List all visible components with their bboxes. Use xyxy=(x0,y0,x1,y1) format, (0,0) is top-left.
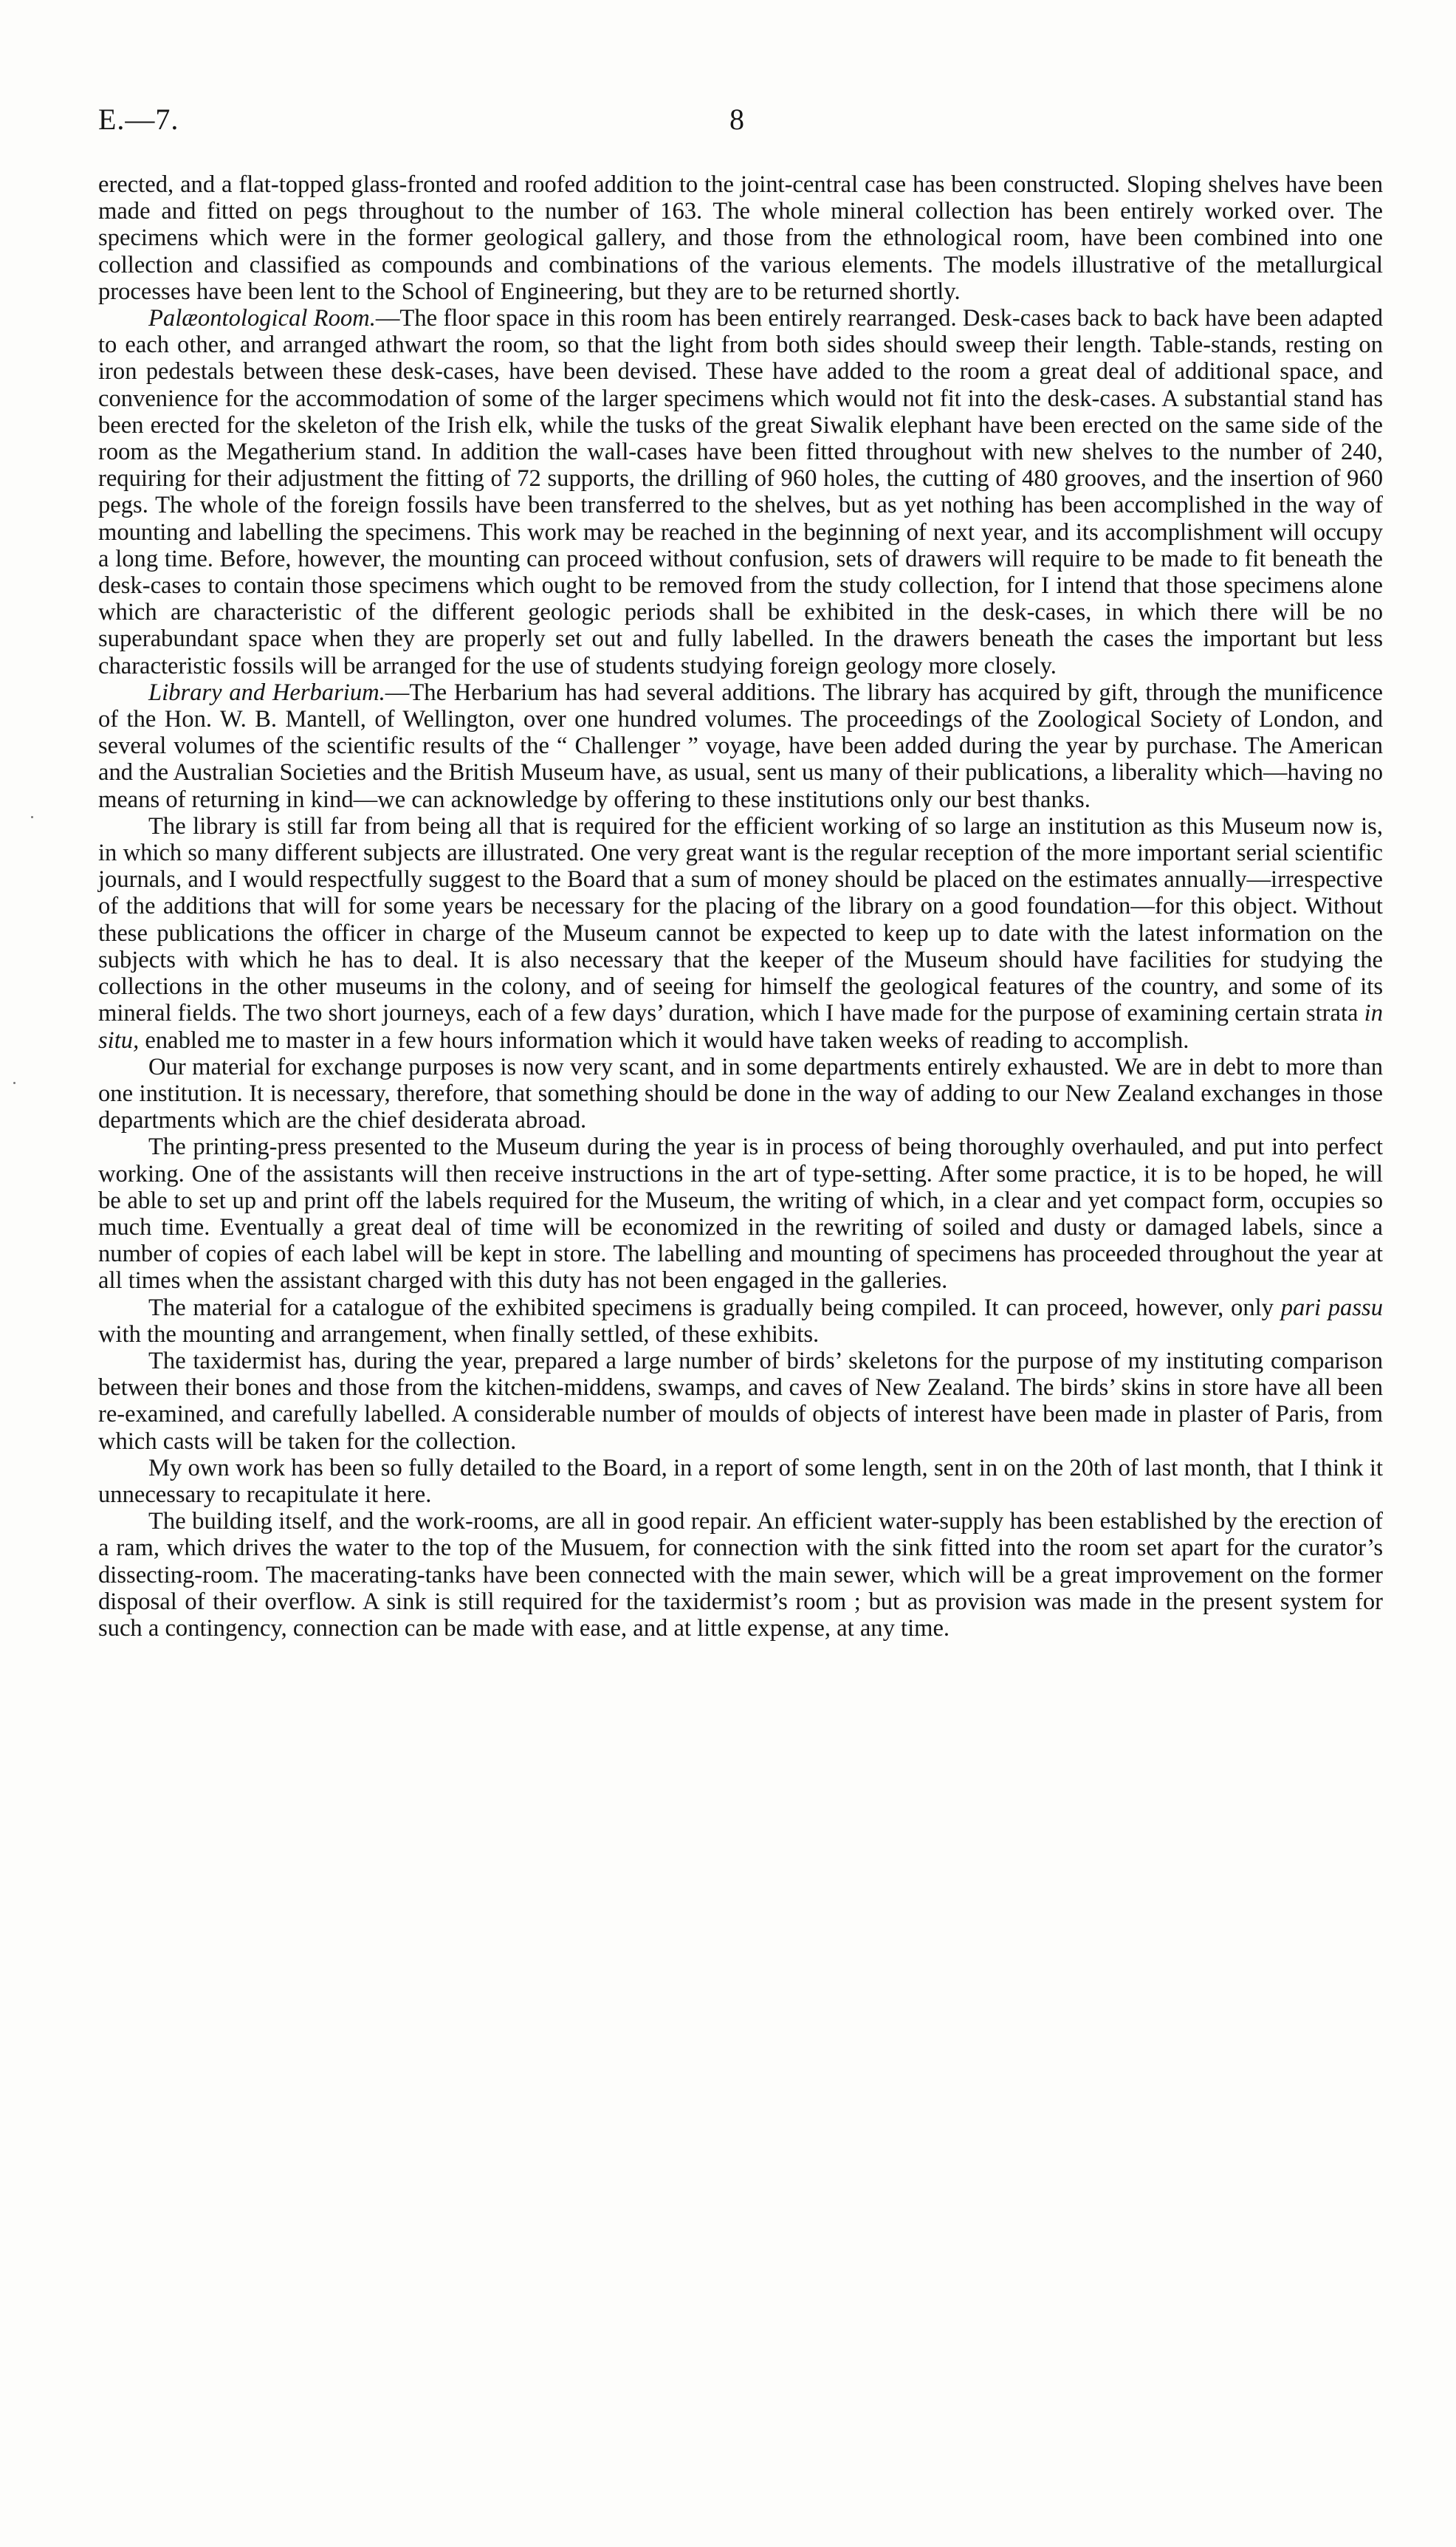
italic-phrase: pari passu xyxy=(1280,1294,1383,1321)
paragraph-own-work xyxy=(98,1455,1383,1508)
paper-speck xyxy=(31,816,33,818)
paragraph-building-repair xyxy=(98,1508,1383,1642)
paragraph-text: The material for a catalogue of the exhibited specimens is gradually being compiled. It can proceed, however, only xyxy=(148,1294,1281,1321)
paragraph-library-herbarium xyxy=(98,679,1383,813)
paragraph-text: enabled me to master in a few hours information which it would have taken weeks of reading to accomplish. xyxy=(139,1026,1189,1054)
paragraph-text: Our material for exchange purposes is now very scant, and in some departments entirely exhausted. We are in debt to more than one institution. It is necessary, therefore, that something should be done in the way of adding to our New Zealand exchanges in those departments which are the chief desiderata abroad. xyxy=(98,1053,1383,1134)
paragraph-library-needs xyxy=(98,813,1383,1054)
paragraph-text: My own work has been so fully detailed to the Board, in a report of some length, sent in on the 20th of last month, that I think it unnecessary to recapitulate it here. xyxy=(98,1454,1383,1508)
section-heading-library-herbarium: Library and Herbarium. xyxy=(148,679,385,706)
paper-speck xyxy=(13,1082,16,1084)
paragraph-text: The taxidermist has, during the year, prepared a large number of birds’ skeletons for the purpose of my instituting comparison between their bones and those from the kitchen-middens, swamps, and caves of New Zealand. The birds’ skins in store have all been re-examined, and carefully labelled. A considerable number of moulds of objects of interest have been made in plaster of Paris, from which casts will be taken for the collection. xyxy=(98,1347,1383,1455)
paragraph-text: The library is still far from being all that is required for the efficient working of so large an institution as this Museum now is, in which so many different subjects are illustrated. One very great want is the regular reception of the more important serial scientific journals, and I would respectfully suggest to the Board that a sum of money should be placed on the estimates annually—irrespective of the additions that will for some years be necessary for the placing of the library on a good foundation—for this object. Without these publications the officer in charge of the Museum cannot be expected to keep up to date with the latest information on the subjects with which he has to deal. It is also necessary that the keeper of the Museum should have facilities for studying the collections in the other museums in the colony, and of seeing for himself the geological features of the country, and some of its mineral fields. The two short journeys, each of a few days’ duration, which I have made for the purpose of examining certain strata xyxy=(98,812,1383,1027)
page-number: 8 xyxy=(729,103,744,136)
paragraph-museum-mineral-collection xyxy=(98,171,1383,305)
paragraph-text: —The floor space in this room has been entirely rearranged. Desk-cases back to back have been adapted to each other, and arranged athwart the room, so that the light from both sides should sweep their length. Table-stands, resting on iron pedestals between these desk-cases, have been devised. These have added to the room a great deal of additional space, and convenience for the accommodation of some of the larger specimens which would not fit into the desk-cases. A substantial stand has been erected for the skeleton of the Irish elk, while the tusks of the great Siwalik elephant have been erected on the same side of the room as the Megatherium stand. In addition the wall-cases have been fitted throughout with new shelves to the number of 240, requiring for their adjustment the fitting of 72 supports, the drilling of 960 holes, the cutting of 480 grooves, and the insertion of 960 pegs. The whole of the foreign fossils have been transferred to the shelves, but as yet nothing has been accomplished in the way of mounting and labelling the specimens. This work may be reached in the beginning of next year, and its accomplishment will occupy a long time. Before, however, the mounting can proceed without confusion, sets of drawers will require to be made to fit beneath the desk-cases to contain those specimens which ought to be removed from the study collection, for I intend that those specimens alone which are characteristic of the different geologic periods shall be exhibited in the desk-cases, in which there will be no superabundant space when they are properly set out and fully labelled. In the drawers beneath the cases the important but less characteristic fossils will be arranged for the use of students studying foreign geology more closely. xyxy=(98,305,1383,679)
section-heading-palaeontological-room: Palæontological Room. xyxy=(148,305,376,332)
paragraph-palaeontological-room xyxy=(98,305,1383,679)
paragraph-text: with the mounting and arrangement, when finally settled, of these exhibits. xyxy=(98,1320,820,1348)
paragraph-text: The building itself, and the work-rooms, are all in good repair. An efficient water-supply has been established by the erection of a ram, which drives the water to the top of the Musuem, for connection with the sink fitted into the room set apart for the curator’s dissecting-room. The macerating-tanks have been connected with the main sewer, which will be a great improvement on the former disposal of their overflow. A sink is still required for the taxidermist’s room ; but as provision was made in the present system for such a contingency, connection can be made with ease, and at little expense, at any time. xyxy=(98,1508,1383,1642)
paragraph-text: The printing-press presented to the Museum during the year is in process of being thoroughly overhauled, and put into perfect working. One of the assistants will then receive instructions in the art of type-setting. After some practice, it is to be hoped, he will be able to set up and print off the labels required for the Museum, the writing of which, in a clear and yet compact form, occupies so much time. Eventually a great deal of time will be economized in the rewriting of soiled and dusty or damaged labels, since a number of copies of each label will be kept in store. The labelling and mounting of specimens has proceeded throughout the year at all times when the assistant charged with this duty has not been engaged in the galleries. xyxy=(98,1134,1383,1295)
paragraph-catalogue xyxy=(98,1295,1383,1348)
italic-phrase: in situ, xyxy=(98,1000,1383,1054)
paragraph-exchange-material xyxy=(98,1054,1383,1134)
paragraph-text: —The Herbarium has had several additions. The library has acquired by gift, through the munificence of the Hon. W. B. Mantell, of Wellington, over one hundred volumes. The proceedings of the Zoological Society of London, and several volumes of the scientific results of the “ Challenger ” voyage, have been added during the year by purchase. The American and the Australian Societies and the British Museum have, as usual, sent us many of their publications, a liberality which—having no means of returning in kind—we can acknowledge by offering to these institutions only our best thanks. xyxy=(98,679,1383,813)
document-reference: E.—7. xyxy=(98,103,179,136)
paragraph-printing-press xyxy=(98,1134,1383,1294)
paragraph-taxidermist xyxy=(98,1348,1383,1455)
report-body xyxy=(98,171,1383,1642)
page-header xyxy=(98,102,1383,146)
paragraph-text: erected, and a flat-topped glass-fronted and roofed addition to the joint-central case has been constructed. Sloping shelves have been made and fitted on pegs throughout to the number of 163. The whole mineral collection has been entirely worked over. The specimens which were in the former geological gallery, and those from the ethnological room, have been combined into one collection and classified as compounds and combinations of the various elements. The models illustrative of the metallurgical processes have been lent to the School of Engineering, but they are to be returned shortly. xyxy=(98,171,1383,305)
